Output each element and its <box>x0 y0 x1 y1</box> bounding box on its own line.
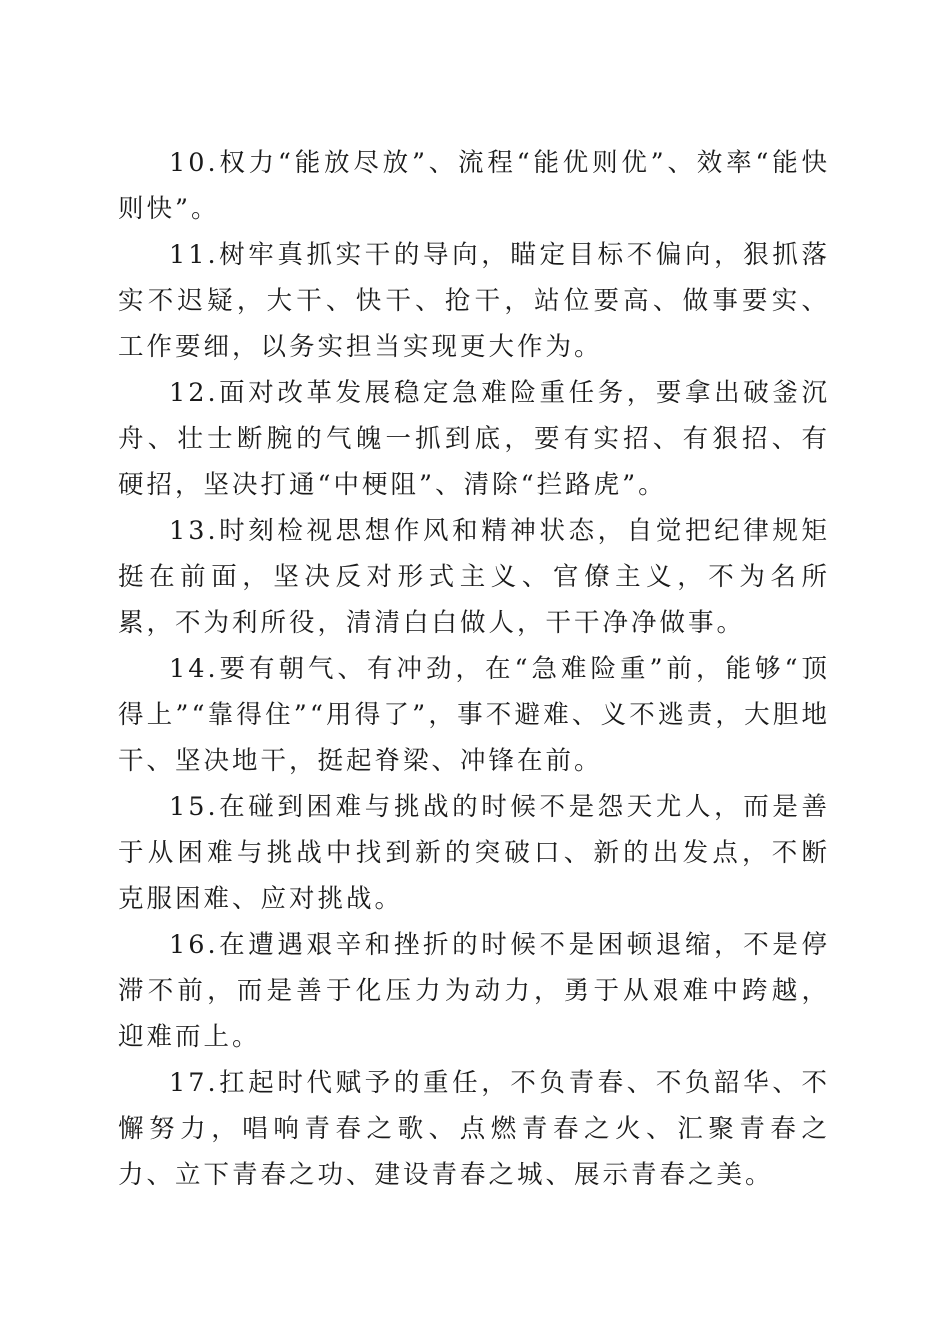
paragraph-12: 12.面对改革发展稳定急难险重任务，要拿出破釜沉舟、壮士断腕的气魄一抓到底，要有实招、有狠招、有硬招，坚决打通“中梗阻”、清除“拦路虎”。 <box>118 378 830 500</box>
paragraph-11: 11.树牢真抓实干的导向，瞄定目标不偏向，狠抓落实不迟疑，大干、快干、抢干，站位要高、做事要实、工作要细，以务实担当实现更大作为。 <box>118 240 830 362</box>
paragraph-14: 14.要有朝气、有冲劲，在“急难险重”前，能够“顶得上”“靠得住”“用得了”，事不避难、义不逃责，大胆地干、坚决地干，挺起脊梁、冲锋在前。 <box>118 654 830 776</box>
document-body <box>118 140 830 1198</box>
paragraph-10: 10.权力“能放尽放”、流程“能优则优”、效率“能快则快”。 <box>118 148 830 224</box>
paragraph-17: 17.扛起时代赋予的重任，不负青春、不负韶华、不懈努力，唱响青春之歌、点燃青春之火、汇聚青春之力、立下青春之功、建设青春之城、展示青春之美。 <box>118 1068 830 1190</box>
paragraph-13: 13.时刻检视思想作风和精神状态，自觉把纪律规矩挺在前面，坚决反对形式主义、官僚主义，不为名所累，不为利所役，清清白白做人，干干净净做事。 <box>118 516 830 638</box>
paragraph-15: 15.在碰到困难与挑战的时候不是怨天尤人，而是善于从困难与挑战中找到新的突破口、新的出发点，不断克服困难、应对挑战。 <box>118 792 830 914</box>
paragraph-16: 16.在遭遇艰辛和挫折的时候不是困顿退缩，不是停滞不前，而是善于化压力为动力，勇于从艰难中跨越，迎难而上。 <box>118 930 830 1052</box>
